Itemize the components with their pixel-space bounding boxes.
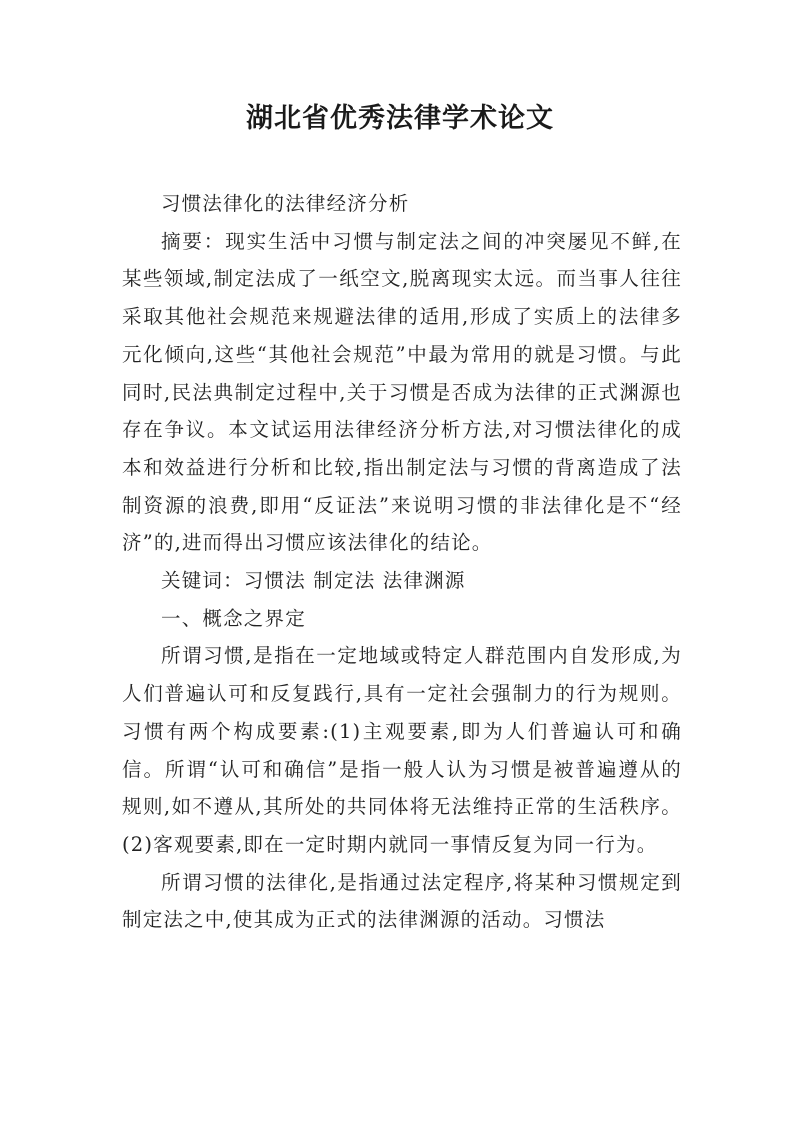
article-heading: 习惯法律化的法律经济分析 bbox=[161, 192, 410, 215]
section-heading: 一、概念之界定 bbox=[161, 606, 306, 630]
body-paragraph: 所谓习惯,是指在一定地域或特定人群范围内自发形成,为人们普遍认可和反复践行,具有一定社会强制力的行为规则。习惯有两个构成要素:(1)主观要素,即为人们普遍认可和确信。所谓“认可和确信”是指一般人认为习惯是被普遍遵从的规则,如不遵从,其所处的共同体将无法维持正常的生活秩序。(2)客观要素,即在一定时期内就同一事情反复为同一行为。 bbox=[122, 644, 682, 856]
body-paragraph: 所谓习惯的法律化,是指通过法定程序,将某种习惯规定到制定法之中,使其成为正式的法律渊源的活动。习惯法 bbox=[122, 870, 682, 932]
document-title: 湖北省优秀法律学术论文 bbox=[246, 103, 554, 134]
document-body bbox=[122, 185, 682, 939]
keywords-paragraph: 关键词：习惯法 制定法 法律渊源 bbox=[161, 569, 466, 593]
abstract-paragraph: 摘要：现实生活中习惯与制定法之间的冲突屡见不鲜,在某些领域,制定法成了一纸空文,脱离现实太远。而当事人往往采取其他社会规范来规避法律的适用,形成了实质上的法律多元化倾向,这些“其他社会规范”中最为常用的就是习惯。与此同时,民法典制定过程中,关于习惯是否成为法律的正式渊源也存在争议。本文试运用法律经济分析方法,对习惯法律化的成本和效益进行分析和比较,指出制定法与习惯的背离造成了法制资源的浪费,即用“反证法”来说明习惯的非法律化是不“经济”的,进而得出习惯应该法律化的结论。 bbox=[122, 229, 682, 555]
